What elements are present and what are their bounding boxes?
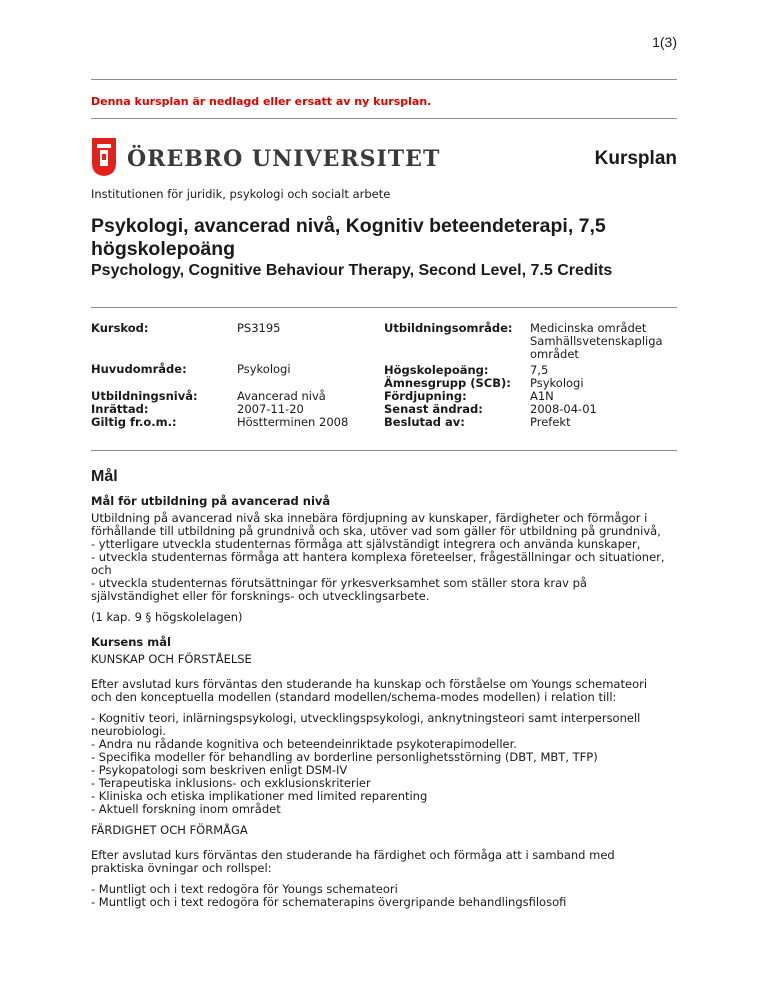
discontinued-notice: Denna kursplan är nedlagd eller ersatt av ny kursplan. [91,95,432,108]
list-item: - Muntligt och i text redogöra för schematerapins övergripande behandlingsfilosofi [91,895,567,909]
course-code: PS3195 [237,321,281,335]
last-changed-label: Senast ändrad: [384,402,483,416]
list-item: - Terapeutiska inklusions- och exklusionskriterier [91,776,371,790]
valid-from-label: Giltig fr.o.m.: [91,415,177,429]
depth-label: Fördjupning: [384,389,467,403]
education-area-label: Utbildningsområde: [384,321,513,335]
divider [91,118,677,119]
text-line: Efter avslutad kurs förväntas den studerande ha kunskap och förståelse om Youngs schemateori [91,677,648,691]
text-line: Efter avslutad kurs förväntas den studerande ha färdighet och förmåga att i samband med [91,848,615,862]
caps-heading: FÄRDIGHET OCH FÖRMÅGA [91,823,248,837]
caps-heading: KUNSKAP OCH FÖRSTÅELSE [91,652,252,666]
divider [91,307,677,308]
list-item: - Kognitiv teori, inlärningspsykologi, utvecklingspsykologi, anknytningsteori samt interpersonell [91,711,641,725]
established: 2007-11-20 [237,402,304,416]
text-line: - ytterligare utveckla studenternas förmåga att självständigt integrera och använda kunskaper, [91,537,641,551]
text-line: förhållande till utbildning på grundnivå och ska, utöver vad som gäller för utbildning på grundnivå, [91,524,661,538]
list-item: - Kliniska och etiska implikationer med limited reparenting [91,789,428,803]
text-line: och den konceptuella modellen (standard modellen/schema-modes modellen) i relation till: [91,690,617,704]
education-area-2: Samhällsvetenskapliga [530,334,663,348]
main-field: Psykologi [237,362,291,376]
depth: A1N [530,389,554,403]
university-logo [91,138,440,180]
page-number: 1(3) [652,34,677,50]
text-line: praktiska övningar och rollspel: [91,861,272,875]
paragraph [91,512,681,603]
decided-by-label: Beslutad av: [384,415,465,429]
paragraph [91,849,681,875]
paragraph: (1 kap. 9 § högskolelagen) [91,610,243,624]
level: Avancerad nivå [237,389,326,403]
list-item: - Aktuell forskning inom området [91,802,281,816]
list-item: - Muntligt och i text redogöra för Youngs schemateori [91,882,398,896]
bullet-list [91,712,681,816]
text-line: - utveckla studenternas förutsättningar för yrkesverksamhet som ställer stora krav på [91,576,587,590]
credits-label: Högskolepoäng: [384,363,489,377]
course-code-label: Kurskod: [91,321,149,335]
orebro-crest-icon [91,137,117,181]
divider [91,450,677,451]
text-line: och [91,563,112,577]
subject-group: Psykologi [530,376,584,390]
course-title-english: Psychology, Cognitive Behaviour Therapy, Second Level, 7.5 Credits [91,262,613,279]
section-body [91,495,681,917]
document-type: Kursplan [594,148,677,169]
subject-group-label: Ämnesgrupp (SCB): [384,376,511,390]
valid-from: Höstterminen 2008 [237,415,349,429]
department: Institutionen för juridik, psykologi och socialt arbete [91,187,391,201]
text-line: självständighet eller för forsknings- och utvecklingsarbete. [91,589,430,603]
text-line: - utveckla studenternas förmåga att hantera komplexa företeelser, frågeställningar och situationer, [91,550,665,564]
list-item: - Specifika modeller för behandling av borderline personlighetsstörning (DBT, MBT, TFP) [91,750,598,764]
list-item: - Andra nu rådande kognitiva och beteendeinriktade psykoterapimodeller. [91,737,517,751]
paragraph [91,678,681,704]
section-heading-goals: Mål [91,468,118,485]
bullet-list [91,883,681,909]
subheading: Kursens mål [91,635,171,649]
text-line: Utbildning på avancerad nivå ska innebära fördjupning av kunskaper, färdigheter och förmågor i [91,511,648,525]
course-title-swedish: Psykologi, avancerad nivå, Kognitiv beteendeterapi, 7,5 högskolepoäng [91,215,606,260]
subheading: Mål för utbildning på avancerad nivå [91,494,331,508]
last-changed: 2008-04-01 [530,402,597,416]
main-field-label: Huvudområde: [91,362,187,376]
education-area-3: området [530,347,579,361]
education-area-1: Medicinska området [530,321,647,335]
established-label: Inrättad: [91,402,149,416]
decided-by: Prefekt [530,415,571,429]
list-item: neurobiologi. [91,724,167,738]
university-wordmark: ÖREBRO UNIVERSITET [127,146,441,172]
divider [91,79,677,80]
level-label: Utbildningsnivå: [91,389,198,403]
list-item: - Psykopatologi som beskriven enligt DSM-IV [91,763,348,777]
credits: 7,5 [530,363,549,377]
